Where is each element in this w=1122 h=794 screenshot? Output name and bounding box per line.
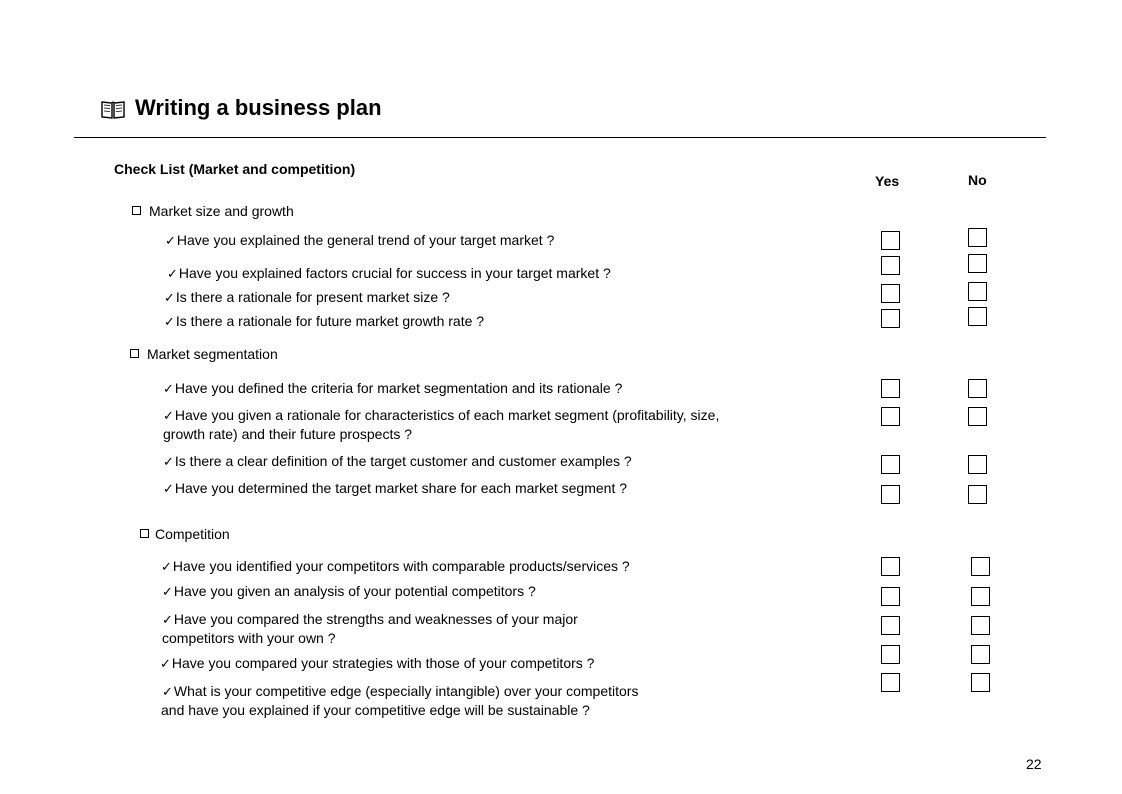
checkmark-icon: ✓ [162,612,173,627]
yes-checkbox[interactable] [881,616,900,635]
book-icon [100,96,126,122]
checkmark-icon: ✓ [163,381,174,396]
checkmark-icon: ✓ [167,266,178,281]
no-checkbox[interactable] [968,407,987,426]
square-bullet-icon [132,206,141,215]
yes-checkbox[interactable] [881,455,900,474]
checklist-item: ✓Have you identified your competitors with comparable products/services ? [161,558,630,574]
section-competition [140,526,230,542]
yes-checkbox[interactable] [881,645,900,664]
yes-checkbox[interactable] [881,673,900,692]
checklist-item: ✓Have you explained the general trend of your target market ? [165,232,555,248]
checkmark-icon: ✓ [163,481,174,496]
checkmark-icon: ✓ [160,656,171,671]
section-label: Competition [155,526,230,542]
no-checkbox[interactable] [968,282,987,301]
no-checkbox[interactable] [968,307,987,326]
checkmark-icon: ✓ [162,584,173,599]
checklist-item: ✓Have you given an analysis of your potential competitors ? [162,583,536,599]
checkmark-icon: ✓ [163,454,174,469]
title-divider [74,137,1046,138]
section-label: Market size and growth [149,203,294,219]
no-checkbox[interactable] [968,485,987,504]
checkmark-icon: ✓ [161,559,172,574]
no-checkbox[interactable] [971,673,990,692]
checklist-item: ✓Have you given a rationale for characteristics of each market segment (profitability, size, [163,407,720,423]
checklist-item: ✓Have you defined the criteria for market segmentation and its rationale ? [163,380,623,396]
checklist-item: ✓Have you explained factors crucial for success in your target market ? [167,265,611,281]
checklist-item: ✓Have you determined the target market share for each market segment ? [163,480,628,496]
checklist-item-continuation: competitors with your own ? [162,630,336,646]
page-title: Writing a business plan [135,95,382,120]
checklist-item-continuation: and have you explained if your competitive edge will be sustainable ? [161,702,590,718]
checklist-item: ✓Is there a rationale for present market size ? [164,289,450,305]
yes-checkbox[interactable] [881,379,900,398]
yes-checkbox[interactable] [881,557,900,576]
square-bullet-icon [130,349,139,358]
checklist-item: ✓Have you compared the strengths and weaknesses of your major [162,611,578,627]
yes-checkbox[interactable] [881,284,900,303]
no-checkbox[interactable] [971,587,990,606]
section-market-size [132,203,294,219]
yes-checkbox[interactable] [881,309,900,328]
yes-checkbox[interactable] [881,485,900,504]
page-number: 22 [1026,756,1042,772]
checkmark-icon: ✓ [165,233,176,248]
square-bullet-icon [140,529,149,538]
no-checkbox[interactable] [968,254,987,273]
no-checkbox[interactable] [968,455,987,474]
no-checkbox[interactable] [971,616,990,635]
no-checkbox[interactable] [968,379,987,398]
yes-column-header: Yes [875,173,900,189]
section-market-segmentation [130,346,278,362]
checkmark-icon: ✓ [163,408,174,423]
yes-checkbox[interactable] [881,231,900,250]
checklist-item: ✓Is there a clear definition of the target customer and customer examples ? [163,453,632,469]
no-checkbox[interactable] [968,228,987,247]
checklist-item: ✓Is there a rationale for future market growth rate ? [164,313,485,329]
no-checkbox[interactable] [971,557,990,576]
checklist-title: Check List (Market and competition) [114,161,356,177]
checklist-item: ✓What is your competitive edge (especially intangible) over your competitors [162,683,639,699]
yes-checkbox[interactable] [881,587,900,606]
checkmark-icon: ✓ [164,314,175,329]
yes-checkbox[interactable] [881,407,900,426]
checkmark-icon: ✓ [164,290,175,305]
no-checkbox[interactable] [971,645,990,664]
yes-checkbox[interactable] [881,256,900,275]
checklist-item-continuation: growth rate) and their future prospects ? [163,426,413,442]
checklist-item: ✓Have you compared your strategies with those of your competitors ? [160,655,595,671]
section-label: Market segmentation [147,346,278,362]
no-column-header: No [968,172,987,188]
checkmark-icon: ✓ [162,684,173,699]
